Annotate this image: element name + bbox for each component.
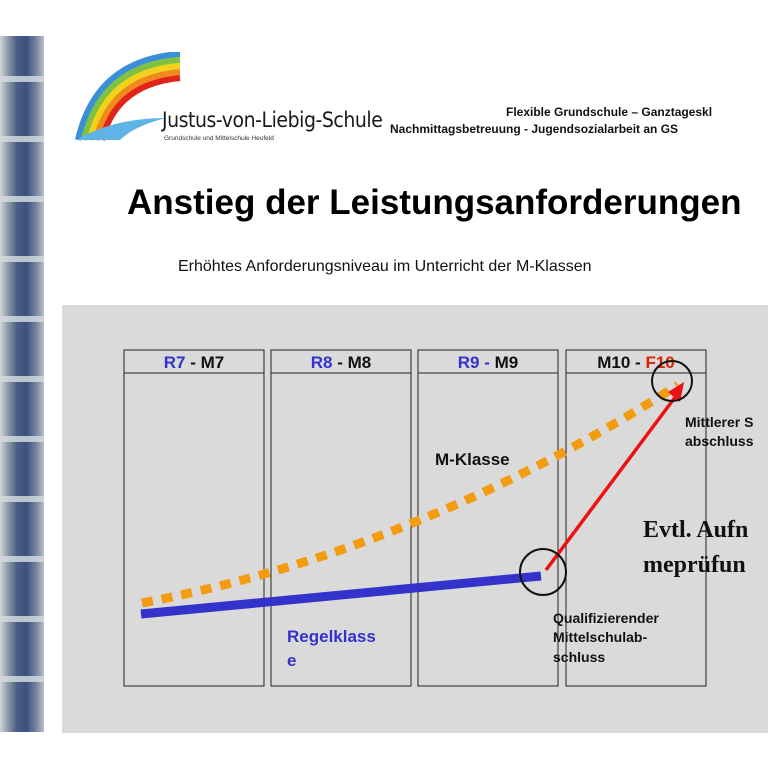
column-m-label: M9 <box>494 353 519 372</box>
column-separator: - <box>185 353 201 372</box>
school-subtitle: Grundschule und Mittelschule Heufeld <box>164 135 274 142</box>
svg-text:R8 - M8 <box>311 353 371 372</box>
column-separator: - <box>630 353 646 372</box>
qualifizierender-label-line2: Mittelschulab- <box>553 629 648 645</box>
regelklasse-label-line1: Regelklass <box>287 627 376 646</box>
svg-text:R9 - M9 <box>458 353 518 372</box>
svg-text:R7 - M7 <box>164 353 224 372</box>
column-m-label: F10 <box>645 353 675 372</box>
header-line-1: Flexible Grundschule – Ganztageskl <box>506 105 713 119</box>
diagram-panel <box>62 305 768 733</box>
aufnahme-label-line2: meprüfun <box>643 552 746 578</box>
column-r7-m7 <box>124 350 264 686</box>
qualifizierender-label-line1: Qualifizierender <box>553 610 659 626</box>
building-photo <box>0 36 44 732</box>
aufnahme-label-line1: Evtl. Aufn <box>643 517 749 543</box>
regelklasse-label-line2: e <box>287 651 297 670</box>
header-line-2: Nachmittagsbetreuung - Jugendsozialarbeit an GS <box>390 122 679 136</box>
qualifizierender-label-line3: schluss <box>553 649 606 665</box>
progression-diagram <box>62 305 768 733</box>
page-subtitle: Erhöhtes Anforderungsniveau im Unterricht der M-Klassen <box>178 258 592 275</box>
column-r9-m9 <box>418 350 558 686</box>
column-m-label: M7 <box>200 353 225 372</box>
column-separator: - <box>332 353 348 372</box>
m-klasse-label: M-Klasse <box>435 450 510 469</box>
mittlerer-label-line1: Mittlerer S <box>685 414 754 430</box>
page-title: Anstieg der Leistungsanforderungen <box>127 183 742 222</box>
column-separator: - <box>479 353 495 372</box>
column-r-label: R9 <box>457 353 480 372</box>
school-name: Justus-von-Liebig-Schule <box>162 108 383 132</box>
mittlerer-label-line2: abschluss <box>685 433 754 449</box>
column-m-label: M8 <box>347 353 372 372</box>
column-r-label: R7 <box>163 353 186 372</box>
column-r-label: R8 <box>310 353 333 372</box>
column-r-label: M10 <box>597 353 631 372</box>
